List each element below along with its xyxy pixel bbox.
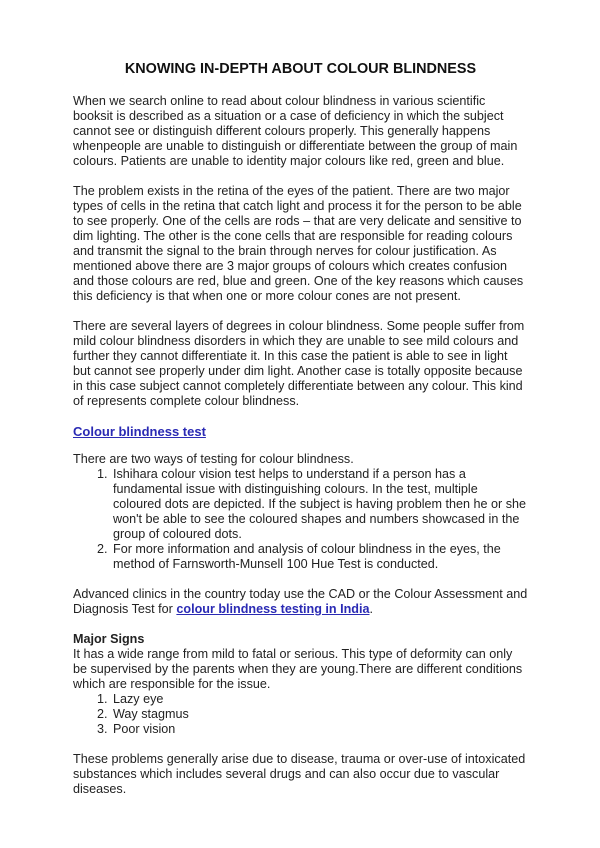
list-item: 2. For more information and analysis of colour blindness in the eyes, the method of Farnsworth-Munsell 100 Hue Test is conducted. bbox=[111, 542, 528, 572]
test-intro: There are two ways of testing for colour blindness. bbox=[73, 452, 354, 466]
closing-paragraph: These problems generally arise due to disease, trauma or over-use of intoxicated substances which includes several drugs and can also occur due to vascular diseases. bbox=[73, 752, 526, 796]
advanced-clinics-paragraph bbox=[73, 587, 528, 617]
retina-paragraph: The problem exists in the retina of the eyes of the patient. There are two major types of cells in the retina that catch light and process it for the person to be able to see properly. One of the cells are rods – that are very delicate and sensitive to dim lighting. The other is the cone cells that are responsible for reading colours and transmit the signal to the brain through nerves for colour justification. As mentioned above there are 3 major groups of colours which creates confusion and those colours are red, blue and green. One of the key reasons which causes this deficiency is that when one or more colour cones are not present. bbox=[73, 184, 524, 303]
test-methods-list bbox=[73, 467, 528, 572]
advanced-clinics-text: Advanced clinics in the country today use the CAD or the Colour Assessment and Diagnosis Test for bbox=[73, 587, 528, 616]
list-item: 1. Lazy eye bbox=[111, 692, 528, 707]
list-item: 2. Way stagmus bbox=[111, 707, 528, 722]
signs-list bbox=[73, 692, 528, 737]
intro-paragraph: When we search online to read about colour blindness in various scientific booksit is described as a situation or a case of deficiency in which the subject cannot see or distinguish different colours properly. This generally happens whenpeople are unable to distinguish or differentiate between the group of main colours. Patients are unable to identity major colours like red, green and blue. bbox=[73, 94, 518, 168]
colour-blindness-test-link[interactable]: Colour blindness test bbox=[73, 424, 206, 439]
major-signs-text: It has a wide range from mild to fatal or serious. This type of deformity can only be supervised by the parents when they are young.There are different conditions which are responsible for the issue. bbox=[73, 647, 523, 691]
degrees-paragraph: There are several layers of degrees in colour blindness. Some people suffer from mild colour blindness disorders in which they are unable to see mild colours and further they cannot differentiate it. In this case the patient is able to see in light but cannot see properly under dim light. Another case is totally opposite because in this case subject cannot completely differentiate between any colour. This kind of represents complete colour blindness. bbox=[73, 319, 525, 408]
list-item: 1. Ishihara colour vision test helps to understand if a person has a fundamental issue with distinguishing colours. In the test, multiple coloured dots are depicted. If the subject is having problem then he or she won't be able to see the coloured shapes and numbers showcased in the group of coloured dots. bbox=[111, 467, 528, 542]
major-signs-heading: Major Signs bbox=[73, 632, 145, 646]
colour-blindness-testing-india-link[interactable]: colour blindness testing in India bbox=[176, 602, 370, 616]
document-page bbox=[73, 60, 528, 812]
advanced-clinics-end: . bbox=[369, 602, 373, 616]
page-title: KNOWING IN-DEPTH ABOUT COLOUR BLINDNESS bbox=[124, 61, 477, 77]
list-item: 3. Poor vision bbox=[111, 722, 528, 737]
